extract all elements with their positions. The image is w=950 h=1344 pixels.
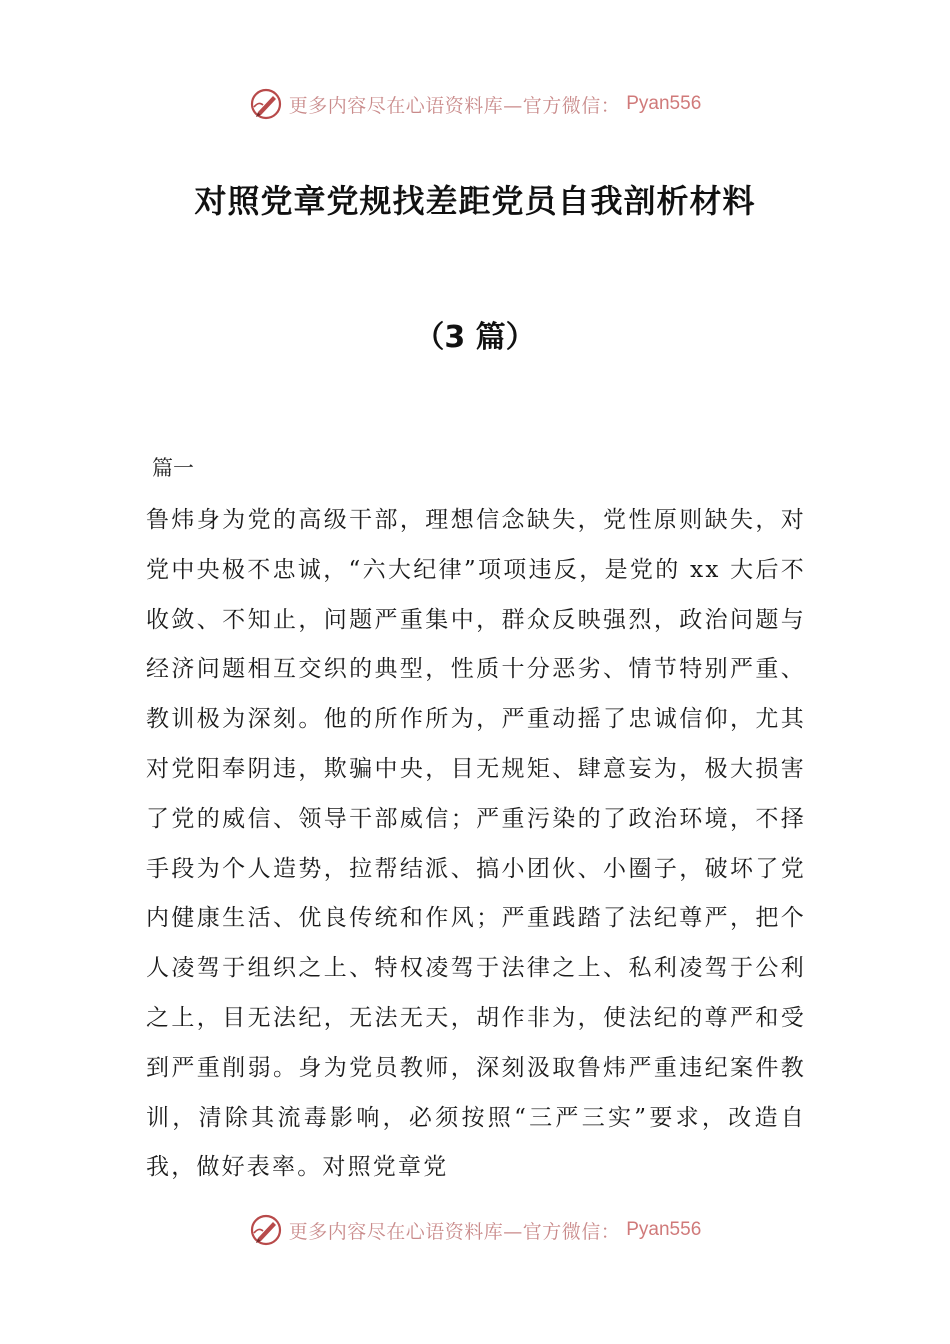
pen-logo-icon: [249, 87, 283, 121]
footer-watermark: [0, 1210, 950, 1250]
watermark-text: 更多内容尽在心语资料库—官方微信：: [288, 94, 621, 117]
body-paragraph: 鲁炜身为党的高级干部，理想信念缺失，党性原则缺失，对党中央极不忠诚，“六大纪律”项项违反，是党的 xx 大后不收敛、不知止，问题严重集中，群众反映强烈，政治问题与经济问题相互交织的典型，性质十分恶劣、情节特别严重、教训极为深刻。他的所作所为，严重动摇了忠诚信仰，尤其对党阳奉阴违，欺骗中央，目无规矩、肆意妄为，极大损害了党的威信、领导干部威信；严重污染的了政治环境，不择手段为个人造势，拉帮结派、搞小团伙、小圈子，破坏了党内健康生活、优良传统和作风；严重践踏了法纪尊严，把个人凌驾于组织之上、特权凌驾于法律之上、私利凌驾于公利之上，目无法纪，无法无天，胡作非为，使法纪的尊严和受到严重削弱。身为党员教师，深刻汲取鲁炜严重违纪案件教训，清除其流毒影响，必须按照“三严三实”要求，改造自我，做好表率。对照党章党: [146, 507, 806, 1181]
header-watermark: [0, 84, 950, 124]
section-label: 篇一: [152, 456, 194, 480]
watermark-text: 更多内容尽在心语资料库—官方微信：: [288, 1220, 621, 1243]
document-title: 对照党章党规找差距党员自我剖析材料: [194, 182, 756, 220]
watermark-wechat-id: Pyan556: [626, 1219, 702, 1240]
document-subtitle: （3 篇）: [414, 320, 536, 355]
pen-logo-icon: [249, 1213, 283, 1247]
watermark-wechat-id: Pyan556: [626, 93, 702, 114]
